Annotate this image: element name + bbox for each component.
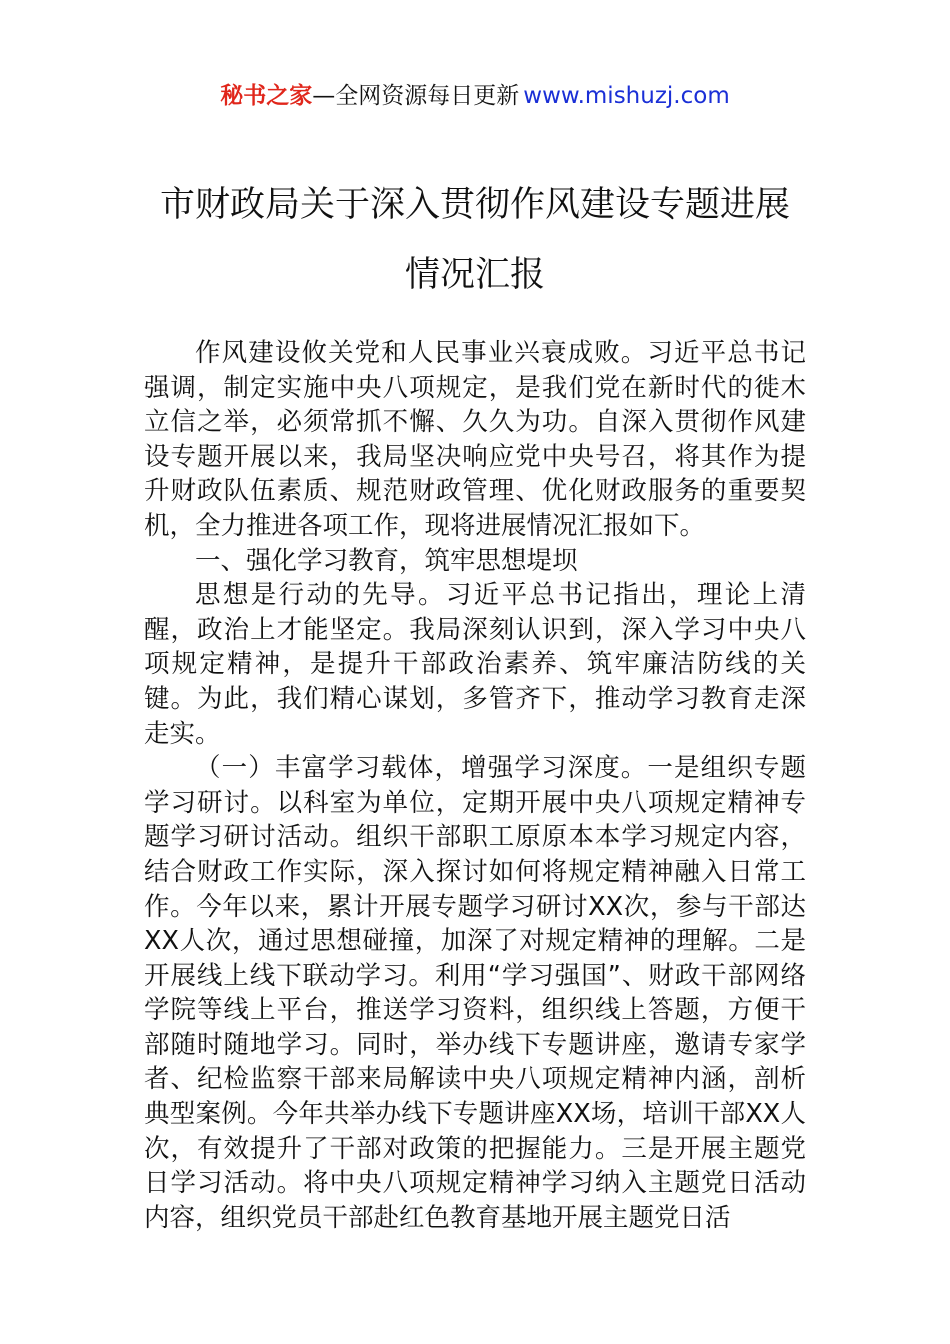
paragraph-intro: 作风建设攸关党和人民事业兴衰成败。习近平总书记强调，制定实施中央八项规定，是我们党在新时代的徙木立信之举，必须常抓不懈、久久为功。自深入贯彻作风建设专题开展以来，我局坚决响应党中央号召，将其作为提升财政队伍素质、规范财政管理、优化财政服务的重要契机，全力推进各项工作，现将进展情况汇报如下。 [144, 338, 806, 541]
site-url-link[interactable]: www.mishuzj.com [523, 83, 730, 109]
document-title [100, 170, 850, 310]
document-body [144, 336, 806, 1235]
site-brand: 秘书之家 [220, 83, 313, 109]
paragraph-2: 思想是行动的先导。习近平总书记指出，理论上清醒，政治上才能坚定。我局深刻认识到，深入学习中央八项规定精神，是提升干部政治素养、筑牢廉洁防线的关键。为此，我们精心谋划，多管齐下，推动学习教育走深走实。 [144, 580, 806, 749]
header-tagline: 全网资源每日更新 [335, 83, 520, 109]
paragraph-3: （一）丰富学习载体，增强学习深度。一是组织专题学习研讨。以科室为单位，定期开展中央八项规定精神专题学习研讨活动。组织干部职工原原本本学习规定内容，结合财政工作实际，深入探讨如何将规定精神融入日常工作。今年以来，累计开展专题学习研讨XX次，参与干部达XX人次，通过思想碰撞，加深了对规定精神的理解。二是开展线上线下联动学习。利用“学习强国”、财政干部网络学院等线上平台，推送学习资料，组织线上答题，方便干部随时随地学习。同时，举办线下专题讲座，邀请专家学者、纪检监察干部来局解读中央八项规定精神内涵，剖析典型案例。今年共举办线下专题讲座XX场，培训干部XX人次，有效提升了干部对政策的把握能力。三是开展主题党日学习活动。将中央八项规定精神学习纳入主题党日活动内容，组织党员干部赴红色教育基地开展主题党日活 [144, 753, 806, 1233]
header-dash: — [312, 83, 336, 109]
title-line-1: 市财政局关于深入贯彻作风建设专题进展 [159, 185, 790, 225]
title-line-2: 情况汇报 [404, 255, 545, 295]
site-header [0, 80, 950, 112]
section-heading-1: 一、强化学习教育，筑牢思想堤坝 [195, 545, 578, 576]
